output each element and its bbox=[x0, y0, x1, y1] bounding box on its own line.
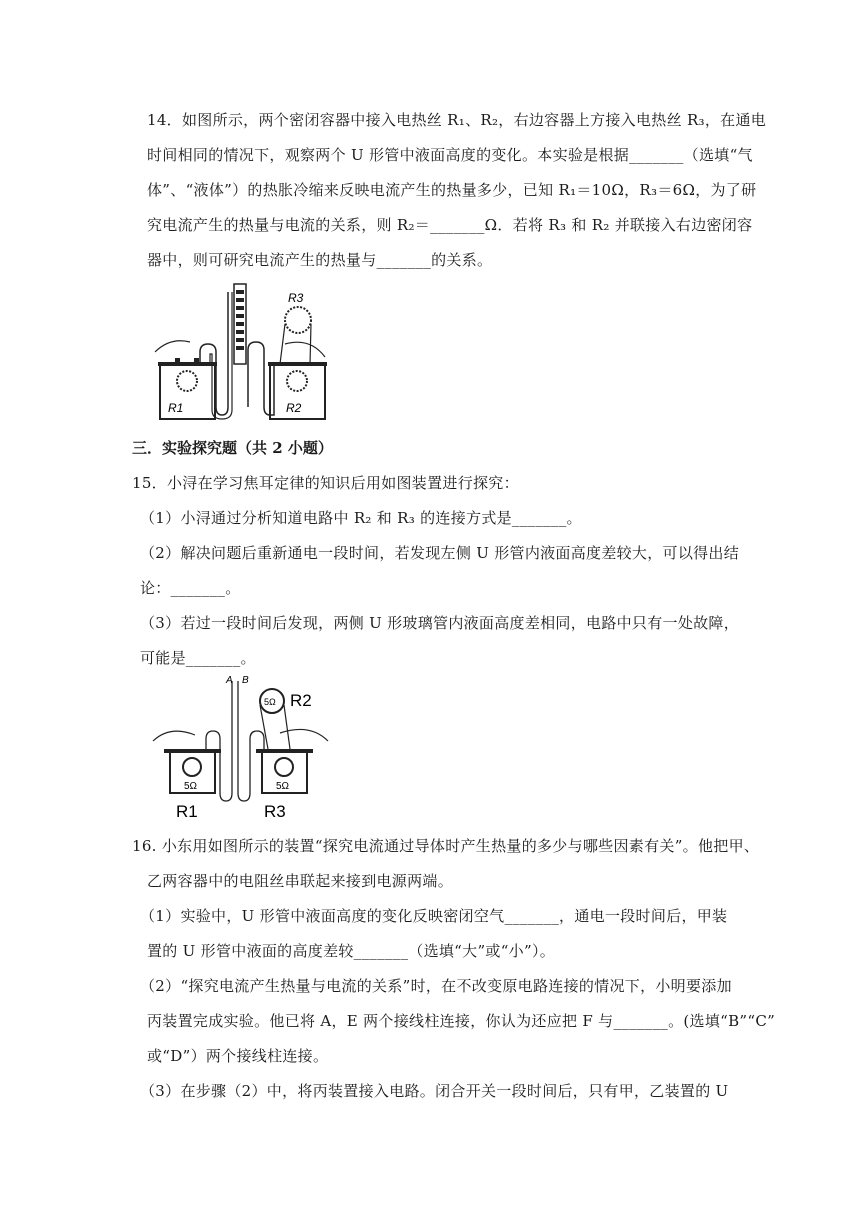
q16-line-6: 丙装置完成实验。他已将 A，E 两个接线柱连接，你认为还应把 F 与_______。(选填“B”“C” bbox=[147, 1012, 776, 1030]
q15-fig-label-r1: R1 bbox=[176, 802, 198, 821]
q14-line-2: 时间相同的情况下，观察两个 U 形管中液面高度的变化。本实验是根据_______（选填“气 bbox=[147, 146, 753, 164]
q15-line-1: 15．小浔在学习焦耳定律的知识后用如图装置进行探究： bbox=[132, 474, 519, 492]
q14-line-5: 器中，则可研究电流产生的热量与_______的关系。 bbox=[147, 251, 493, 269]
q15-fig-label-b: B bbox=[242, 675, 249, 686]
q16-line-4: 置的 U 形管中液面的高度差较_______（选填“大”或“小”）。 bbox=[147, 942, 556, 960]
q14-fig-label-r2: R2 bbox=[286, 401, 302, 415]
q15-line-4: 论：_______。 bbox=[140, 579, 241, 597]
q16-line-8: （3）在步骤（2）中，将丙装置接入电路。闭合开关一段时间后，只有甲，乙装置的 U bbox=[140, 1082, 729, 1100]
q15-fig-ohm-right: 5Ω bbox=[276, 781, 290, 792]
q15-line-3: （2）解决问题后重新通电一段时间，若发现左侧 U 形管内液面高度差较大，可以得出结 bbox=[140, 544, 740, 562]
q14-figure bbox=[150, 282, 330, 422]
q14-fig-label-r3: R3 bbox=[288, 291, 304, 305]
q14-fig-label-r1: R1 bbox=[168, 401, 184, 415]
q14-line-1: 14．如图所示，两个密闭容器中接入电热丝 R₁、R₂，右边容器上方接入电热丝 R₃，在通电 bbox=[147, 111, 767, 129]
section-3-title: 三．实验探究题（共 2 小题） bbox=[132, 439, 333, 457]
q16-line-7: 或“D”）两个接线柱连接。 bbox=[147, 1047, 329, 1065]
q16-line-2: 乙两容器中的电阻丝串联起来接到电源两端。 bbox=[147, 872, 454, 890]
q15-line-5: （3）若过一段时间后发现，两侧 U 形玻璃管内液面高度差相同，电路中只有一处故障， bbox=[140, 614, 740, 632]
q15-fig-ohm-top: 5Ω bbox=[264, 697, 276, 707]
q14-line-3: 体”、“液体”）的热胀冷缩来反映电流产生的热量多少，已知 R₁＝10Ω，R₃＝6Ω，为了研 bbox=[147, 181, 757, 199]
q15-fig-label-r3: R3 bbox=[264, 802, 286, 821]
q16-line-3: （1）实验中，U 形管中液面高度的变化反映密闭空气_______，通电一段时间后，甲装 bbox=[140, 907, 728, 925]
q16-line-1: 16. 小东用如图所示的装置“探究电流通过导体时产生热量的多少与哪些因素有关”。他把甲、 bbox=[132, 837, 760, 855]
q15-figure bbox=[150, 673, 330, 823]
q15-fig-ohm-left: 5Ω bbox=[184, 781, 198, 792]
q15-fig-label-a: A bbox=[226, 675, 233, 686]
q15-fig-label-r2: R2 bbox=[290, 691, 312, 710]
q14-line-4: 究电流产生的热量与电流的关系，则 R₂＝_______Ω．若将 R₃ 和 R₂ 并联接入右边密闭容 bbox=[147, 216, 753, 234]
q15-line-6: 可能是_______。 bbox=[140, 649, 256, 667]
q16-line-5: （2）“探究电流产生热量与电流的关系”时，在不改变原电路连接的情况下，小明要添加 bbox=[140, 977, 732, 995]
q15-line-2: （1）小浔通过分析知道电路中 R₂ 和 R₃ 的连接方式是_______。 bbox=[140, 509, 582, 527]
